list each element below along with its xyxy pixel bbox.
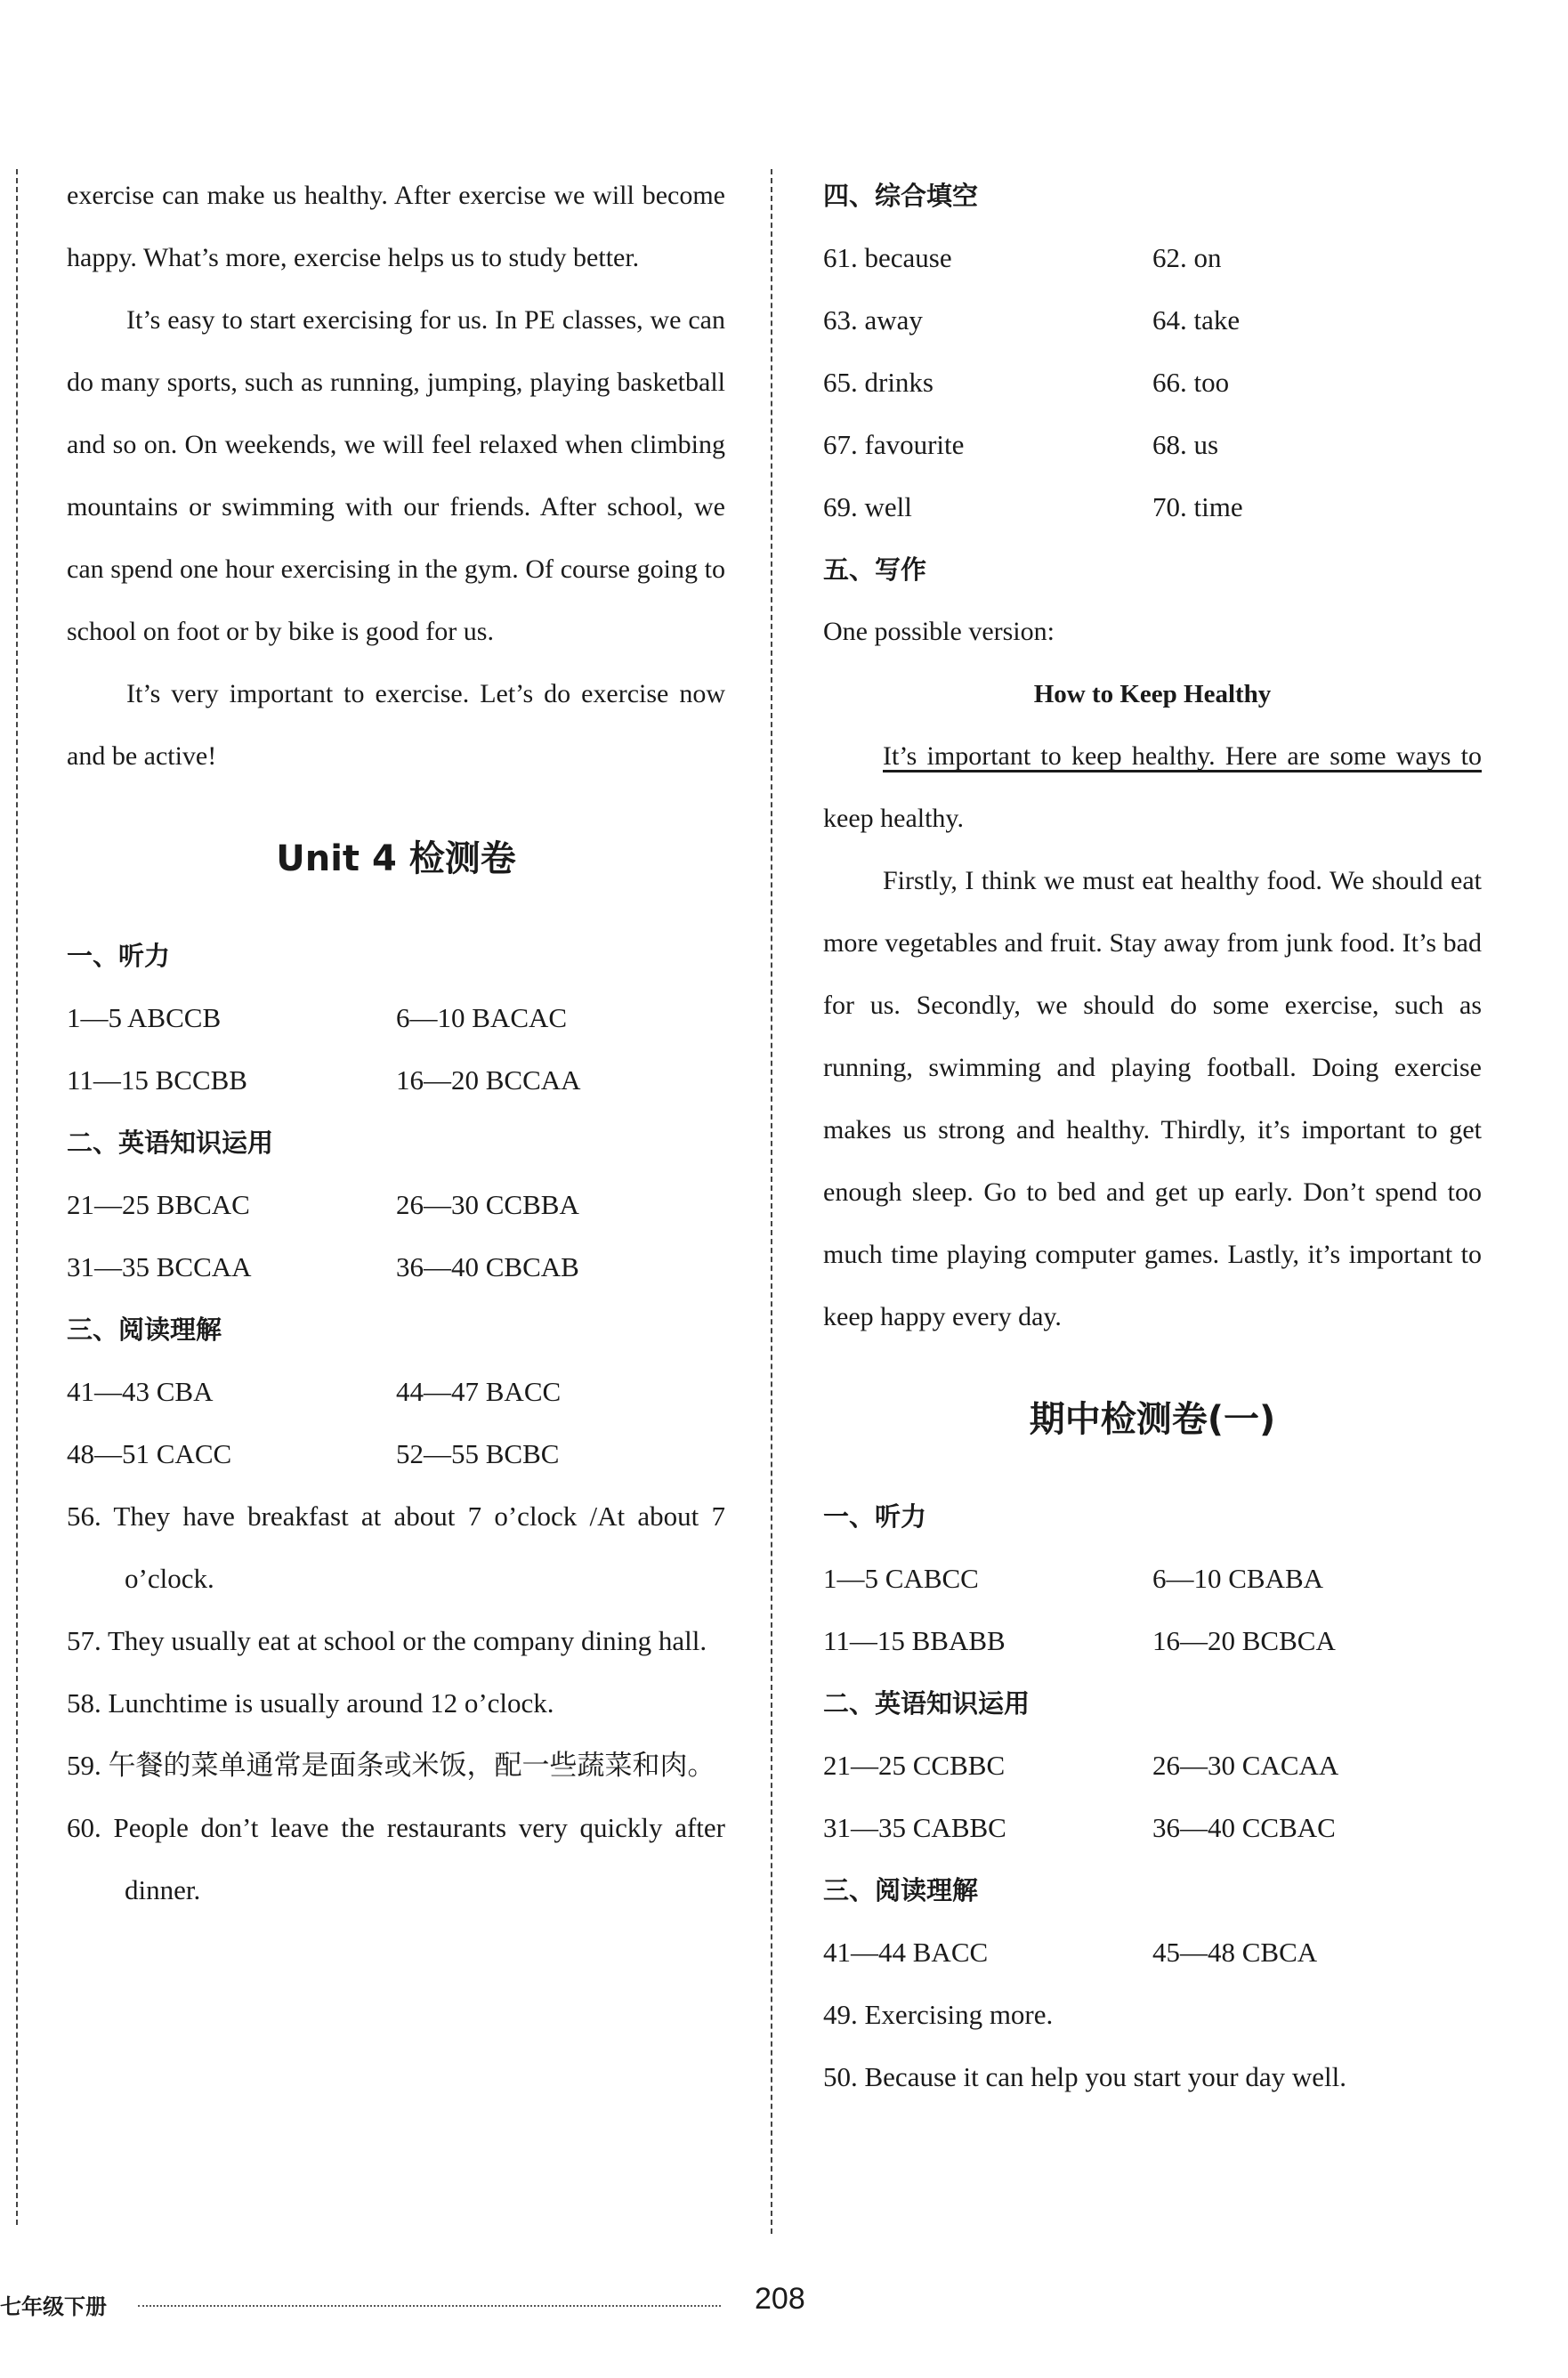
writing-intro: One possible version:	[823, 617, 1055, 646]
page-number: 208	[755, 2282, 805, 2316]
essay-paragraph-1-rest: keep healthy.	[823, 804, 964, 833]
answer-group: 21—25 CCBBC	[823, 1750, 1006, 1781]
answer-group: 44—47 BACC	[396, 1376, 562, 1407]
answer-word: 70. time	[1152, 491, 1243, 522]
answer-row	[823, 227, 1482, 289]
answer-group: 41—44 BACC	[823, 1937, 989, 1968]
section-heading-language-use: 二、英语知识运用	[67, 1128, 274, 1158]
answer-row	[67, 1049, 725, 1112]
answer-word: 69. well	[823, 491, 912, 522]
answer-item-58: 58. Lunchtime is usually around 12 o’clock.	[67, 1687, 554, 1719]
answer-item-57: 57. They usually eat at school or the company dining hall.	[67, 1625, 707, 1656]
answer-word: 66. too	[1152, 367, 1230, 398]
answer-item-60: 60. People don’t leave the restaurants very quickly after dinner.	[67, 1812, 725, 1905]
answer-group: 16—20 BCCAA	[396, 1064, 581, 1096]
answer-group: 16—20 BCBCA	[1152, 1625, 1336, 1656]
answer-word: 61. because	[823, 242, 952, 273]
answer-item-59: 59. 午餐的菜单通常是面条或米饭，配一些蔬菜和肉。	[67, 1750, 715, 1781]
answer-row	[823, 414, 1482, 476]
center-cut-line	[771, 169, 772, 2234]
section-heading-reading: 三、阅读理解	[67, 1314, 222, 1345]
answer-group: 31—35 BCCAA	[67, 1251, 252, 1282]
answer-item-56: 56. They have breakfast at about 7 o’clock /At about 7 o’clock.	[67, 1500, 725, 1594]
answer-group: 6—10 CBABA	[1152, 1563, 1324, 1594]
book-label: 七年级下册	[0, 2294, 107, 2319]
midterm-title: 期中检测卷(一)	[1029, 1399, 1276, 1440]
footer-dotted-rule	[138, 2305, 721, 2307]
answer-item-50: 50. Because it can help you start your day well.	[823, 2061, 1346, 2092]
answer-group: 6—10 BACAC	[396, 1002, 568, 1033]
essay-paragraph-1	[823, 725, 1482, 850]
answer-word: 65. drinks	[823, 367, 934, 398]
answer-row	[823, 352, 1482, 414]
answer-group: 1—5 CABCC	[823, 1563, 979, 1594]
answer-row	[823, 1921, 1482, 1984]
answer-group: 26—30 CACAA	[1152, 1750, 1339, 1781]
answer-group: 11—15 BBABB	[823, 1625, 1006, 1656]
left-column	[67, 165, 725, 1921]
answer-row	[67, 1174, 725, 1236]
answer-row	[823, 1735, 1482, 1797]
answer-group: 26—30 CCBBA	[396, 1189, 579, 1220]
answer-row	[823, 1797, 1482, 1859]
answer-group: 1—5 ABCCB	[67, 1002, 222, 1033]
answer-row	[823, 1548, 1482, 1610]
section-heading-writing: 五、写作	[823, 554, 927, 585]
section-heading-reading: 三、阅读理解	[823, 1875, 979, 1905]
answer-group: 36—40 CCBAC	[1152, 1812, 1336, 1843]
underlined-topic-sentence: It’s important to keep healthy. Here are some ways to	[883, 741, 1482, 771]
answer-word: 62. on	[1152, 242, 1222, 273]
answer-group: 31—35 CABBC	[823, 1812, 1006, 1843]
answer-row	[67, 987, 725, 1049]
answer-row	[823, 289, 1482, 352]
answer-item-49: 49. Exercising more.	[823, 1999, 1054, 2030]
answer-word: 64. take	[1152, 304, 1241, 336]
answer-word: 63. away	[823, 304, 923, 336]
answer-group: 11—15 BCCBB	[67, 1064, 247, 1096]
section-heading-cloze: 四、综合填空	[823, 181, 979, 211]
left-cut-line	[16, 169, 18, 2225]
answer-row	[67, 1423, 725, 1485]
section-heading-listening: 一、听力	[823, 1501, 927, 1532]
answer-group: 41—43 CBA	[67, 1376, 214, 1407]
essay-paragraph-3: It’s very important to exercise. Let’s do exercise now and be active!	[67, 679, 725, 771]
answer-group: 45—48 CBCA	[1152, 1937, 1318, 1968]
answer-group: 36—40 CBCAB	[396, 1251, 579, 1282]
answer-row	[67, 1361, 725, 1423]
answer-group: 48—51 CACC	[67, 1438, 232, 1469]
essay-title: How to Keep Healthy	[1033, 680, 1272, 708]
answer-word: 67. favourite	[823, 429, 965, 460]
answer-group: 52—55 BCBC	[396, 1438, 560, 1469]
section-heading-language-use: 二、英语知识运用	[823, 1688, 1031, 1719]
essay-paragraph-2: Firstly, I think we must eat healthy food. We should eat more vegetables and fruit. Stay away from junk food. It’s bad for us. Secondly, we should do some exercise, such as running, swimming and playing football. Doing exercise makes us strong and healthy. Thirdly, it’s important to get enough sleep. Go to bed and get up early. Don’t spend too much time playing computer games. Lastly, it’s important to keep happy every day.	[823, 866, 1482, 1331]
answer-word: 68. us	[1152, 429, 1219, 460]
answer-row	[823, 1610, 1482, 1672]
essay-paragraph-2: It’s easy to start exercising for us. In PE classes, we can do many sports, such as running, jumping, playing basketball and so on. On weekends, we will feel relaxed when climbing mountains or swimming with our friends. After school, we can spend one hour exercising in the gym. Of course going to school on foot or by bike is good for us.	[67, 305, 725, 646]
answer-group: 21—25 BBCAC	[67, 1189, 250, 1220]
unit-4-title: Unit 4 检测卷	[276, 838, 516, 879]
section-heading-listening: 一、听力	[67, 941, 171, 971]
page-footer	[0, 2278, 1568, 2332]
right-column	[823, 165, 1482, 2108]
answer-row	[823, 476, 1482, 538]
essay-paragraph-1: exercise can make us healthy. After exercise we will become happy. What’s more, exercise helps us to study better.	[67, 181, 725, 272]
answer-row	[67, 1236, 725, 1298]
